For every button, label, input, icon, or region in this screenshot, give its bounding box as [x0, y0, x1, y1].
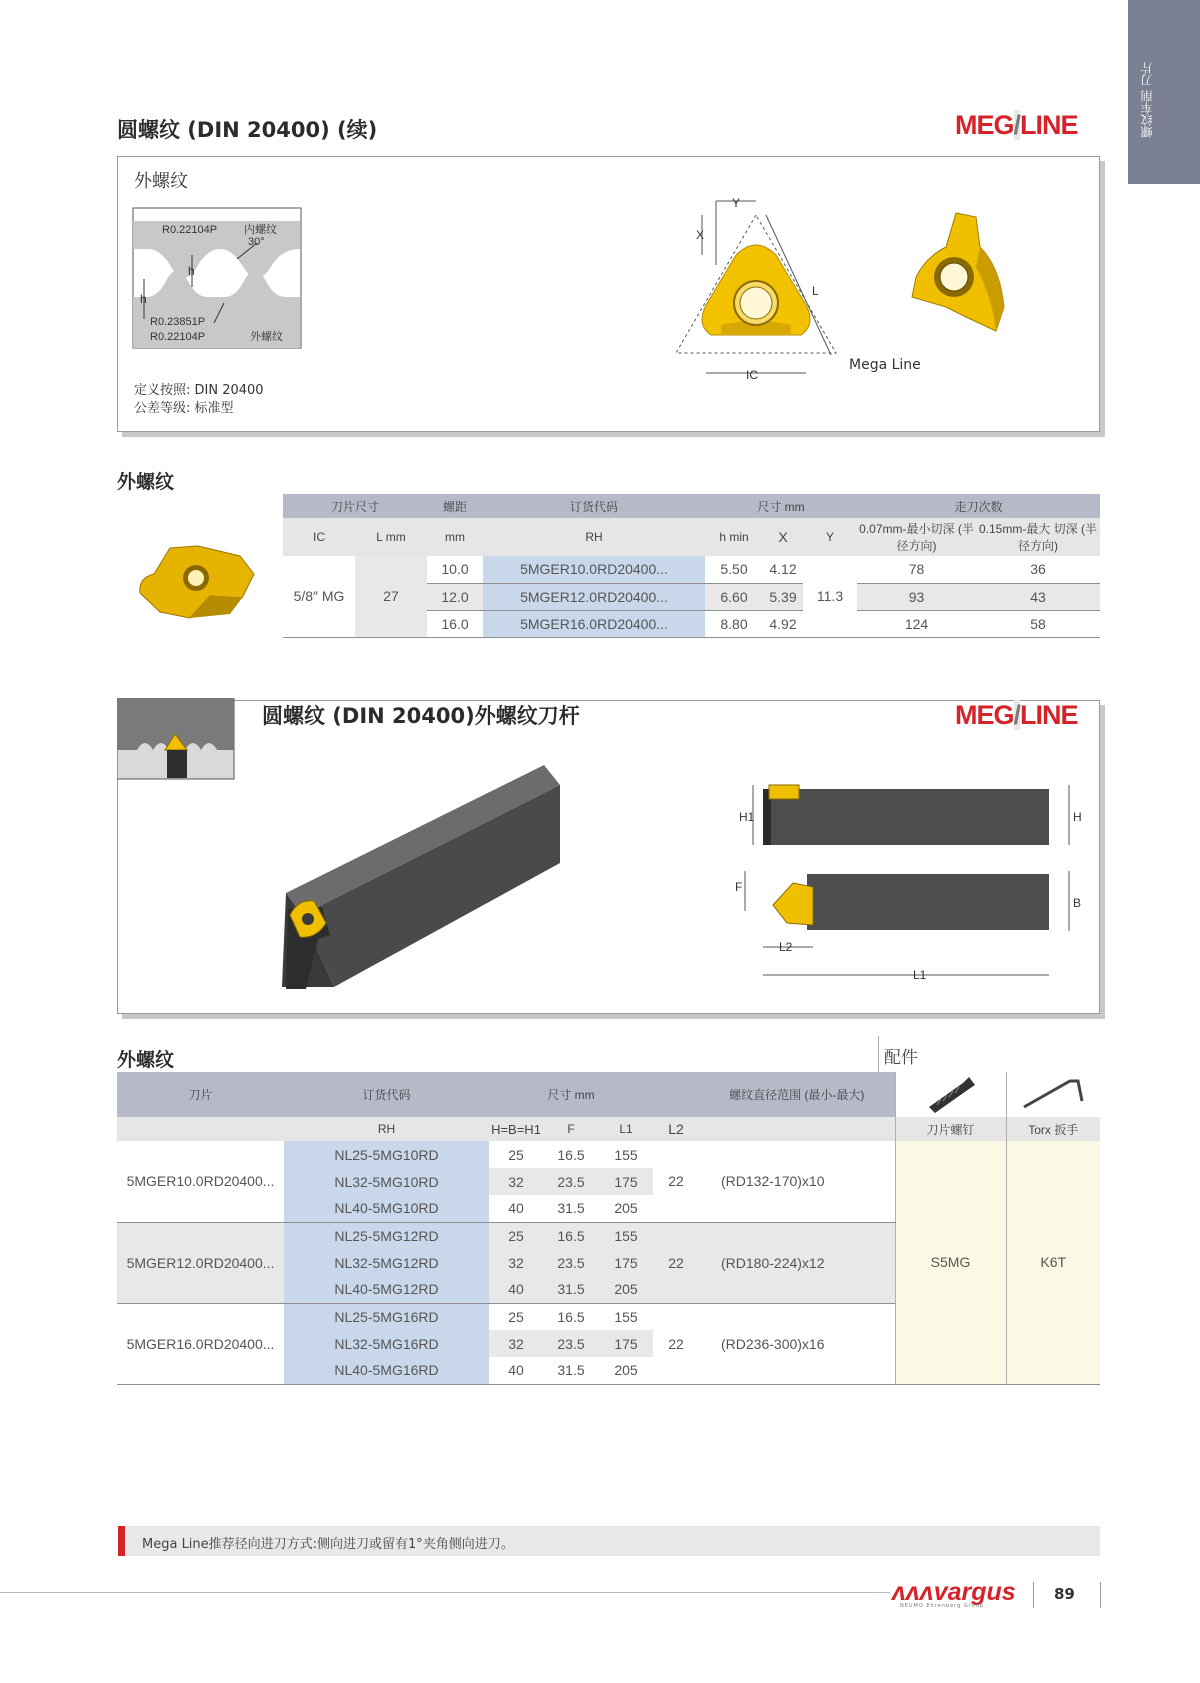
- cell-insert: 5MGER16.0RD20400...: [117, 1303, 284, 1384]
- cell-code[interactable]: NL32-5MG10RD: [284, 1168, 489, 1195]
- cell-f: 16.5: [557, 1146, 585, 1163]
- cell-hmin: 5.50: [720, 561, 748, 578]
- col-l1: L1: [599, 1117, 653, 1141]
- dim-y: Y: [732, 196, 741, 210]
- footer-separator: [1033, 1582, 1034, 1608]
- cell-f: 23.5: [557, 1173, 585, 1190]
- cell-code[interactable]: NL32-5MG16RD: [284, 1330, 489, 1357]
- col-insert-screw: 刀片螺钉: [895, 1117, 1006, 1141]
- accessories-heading: 配件: [884, 1048, 918, 1068]
- cell-l1: 175: [614, 1335, 638, 1352]
- cell-l1: 205: [614, 1362, 638, 1379]
- tolerance-line: 公差等级: 标准型: [134, 401, 234, 416]
- dim-f: F: [735, 880, 743, 894]
- col-dimensions: 尺寸 mm: [705, 494, 857, 518]
- col-hmin: h min: [705, 518, 763, 556]
- definition-line: 定义按照: DIN 20400: [134, 383, 264, 398]
- cell-range: (RD180-224)x12: [699, 1222, 895, 1303]
- cell-l1: 155: [614, 1146, 638, 1163]
- cell-insert: 5MGER12.0RD20400...: [117, 1222, 284, 1303]
- page-number: 89: [1054, 1585, 1075, 1603]
- cell-code[interactable]: NL32-5MG12RD: [284, 1249, 489, 1276]
- cell-h: 25: [508, 1227, 524, 1244]
- threading-thumbnail: [117, 698, 235, 780]
- cell-code[interactable]: NL25-5MG12RD: [284, 1222, 489, 1249]
- dim-h1: H1: [739, 810, 755, 824]
- cell-torx: K6T: [1006, 1141, 1100, 1384]
- insert-3d-image: [896, 207, 1016, 337]
- col-ic: IC: [283, 518, 355, 556]
- footer-separator-2: [1100, 1582, 1101, 1608]
- toolholder-table: [117, 1072, 1100, 1385]
- col-insert: 刀片: [117, 1072, 284, 1117]
- screw-icon: [895, 1072, 1006, 1117]
- dim-l: L: [812, 284, 819, 298]
- col-pitch: 螺距: [427, 494, 483, 518]
- cell-pass-min: 78: [908, 561, 925, 578]
- label-h-upper: h: [188, 264, 195, 278]
- panel-heading: 外螺纹: [134, 171, 188, 192]
- cell-range: (RD236-300)x16: [699, 1303, 895, 1384]
- cell-h: 25: [508, 1308, 524, 1325]
- col-order-code: 订货代码: [483, 494, 705, 518]
- cell-code[interactable]: NL25-5MG10RD: [284, 1141, 489, 1168]
- table2-heading: 外螺纹: [117, 1049, 175, 1071]
- chapter-tab-label: 螺纹车削 刀片: [1140, 62, 1154, 138]
- cell-ic: 5/8″ MG: [283, 556, 355, 637]
- cell-range: (RD132-170)x10: [699, 1141, 895, 1222]
- table1-heading: 外螺纹: [117, 471, 175, 493]
- torx-wrench-icon: [1006, 1072, 1100, 1117]
- cell-screw: S5MG: [895, 1141, 1006, 1384]
- cell-l1: 155: [614, 1227, 638, 1244]
- cell-h: 32: [508, 1173, 524, 1190]
- cell-pass-max: 36: [1030, 561, 1046, 578]
- insert-spec-table: [283, 494, 1100, 638]
- cell-h: 32: [508, 1254, 524, 1271]
- cell-f: 31.5: [557, 1362, 585, 1379]
- cell-f: 16.5: [557, 1227, 585, 1244]
- cell-code[interactable]: 5MGER10.0RD20400...: [483, 556, 705, 583]
- col-x: X: [763, 518, 803, 556]
- label-h-lower: h: [140, 292, 147, 306]
- cell-hmin: 8.80: [720, 615, 748, 632]
- cell-l2: 22: [653, 1141, 699, 1222]
- label-r2: R0.23851P: [150, 316, 206, 328]
- thread-profile-panel: [117, 156, 1100, 432]
- cell-pitch: 16.0: [441, 615, 469, 632]
- cell-l2: 22: [653, 1303, 699, 1384]
- col-order-code: 订货代码: [284, 1072, 489, 1117]
- cell-l: 27: [355, 556, 427, 637]
- note-marker: [118, 1526, 125, 1556]
- dim-l1: L1: [913, 968, 927, 982]
- vargus-logo: ʌʌʌvargus: [892, 1578, 1016, 1606]
- dim-b: B: [1073, 896, 1082, 910]
- cell-l1: 175: [614, 1254, 638, 1271]
- cell-h: 32: [508, 1335, 524, 1352]
- table-row: [283, 556, 1100, 583]
- toolholder-dimension-drawing: [733, 779, 1093, 989]
- cell-h: 40: [508, 1281, 524, 1298]
- cell-l1: 205: [614, 1281, 638, 1298]
- cell-h: 40: [508, 1200, 524, 1217]
- cell-pitch: 10.0: [441, 561, 469, 578]
- label-r1: R0.22104P: [162, 224, 218, 236]
- cell-insert: 5MGER10.0RD20400...: [117, 1141, 284, 1222]
- dim-ic: IC: [746, 368, 758, 382]
- chapter-tab[interactable]: [1128, 0, 1200, 184]
- col-y: Y: [803, 518, 857, 556]
- cell-f: 23.5: [557, 1335, 585, 1352]
- col-rh: RH: [483, 518, 705, 556]
- col-torx: Torx 扳手: [1006, 1117, 1100, 1141]
- vargus-tagline: NEUMO Ehrenberg Group: [900, 1603, 985, 1609]
- cell-code[interactable]: NL40-5MG16RD: [284, 1357, 489, 1384]
- note-text: Mega Line推荐径向进刀方式:侧向进刀或留有1°夹角侧向进刀。: [142, 1537, 514, 1552]
- label-outer: 外螺纹: [250, 331, 283, 343]
- cell-f: 16.5: [557, 1308, 585, 1325]
- label-angle: 30°: [248, 236, 265, 248]
- insert-photo: [130, 538, 260, 628]
- megaline-logo-2: MEG/LINE: [955, 700, 1078, 730]
- megaline-logo: MEG/LINE: [955, 110, 1078, 140]
- col-mm: mm: [427, 518, 483, 556]
- cell-code[interactable]: 5MGER12.0RD20400...: [483, 583, 705, 610]
- cell-pass-max: 43: [1030, 588, 1046, 605]
- section1-title: 圆螺纹 (DIN 20400) (续): [117, 118, 378, 142]
- cell-pass-max: 58: [1030, 615, 1046, 632]
- mega-line-caption: Mega Line: [849, 357, 921, 373]
- dim-l2: L2: [779, 940, 793, 954]
- cell-l1: 205: [614, 1200, 638, 1217]
- col-l: L mm: [355, 518, 427, 556]
- cell-l1: 175: [614, 1173, 638, 1190]
- cell-x: 4.92: [769, 615, 797, 632]
- cell-pitch: 12.0: [441, 588, 469, 605]
- col-hbh1: H=B=H1: [489, 1117, 543, 1141]
- col-min-depth: 0.07mm-最小切深 (半径方向): [857, 518, 976, 556]
- cell-y: 11.3: [803, 556, 857, 637]
- table-row: [117, 1141, 1100, 1168]
- toolholder-3d-image: [278, 759, 588, 995]
- cell-x: 4.12: [769, 561, 797, 578]
- insert-dimension-diagram: [666, 195, 846, 385]
- cell-l2: 22: [653, 1222, 699, 1303]
- cell-hmin: 6.60: [720, 588, 748, 605]
- col-f: F: [543, 1117, 599, 1141]
- col-max-depth: 0.15mm-最大 切深 (半径方向): [976, 518, 1100, 556]
- dim-x: X: [696, 228, 705, 242]
- footer-rule: [0, 1592, 890, 1593]
- col-passes: 走刀次数: [857, 494, 1100, 518]
- cell-code[interactable]: NL40-5MG10RD: [284, 1195, 489, 1222]
- cell-f: 31.5: [557, 1200, 585, 1217]
- thread-profile-diagram: [132, 207, 302, 349]
- cell-h: 40: [508, 1362, 524, 1379]
- cell-code[interactable]: 5MGER16.0RD20400...: [483, 610, 705, 637]
- cell-x: 5.39: [769, 588, 797, 605]
- label-r3: R0.22104P: [150, 331, 206, 343]
- dim-h: H: [1073, 810, 1082, 824]
- cell-code[interactable]: NL40-5MG12RD: [284, 1276, 489, 1303]
- cell-pass-min: 93: [908, 588, 925, 605]
- col-rh: RH: [284, 1117, 489, 1141]
- cell-f: 31.5: [557, 1281, 585, 1298]
- cell-code[interactable]: NL25-5MG16RD: [284, 1303, 489, 1330]
- col-thread-range: 螺纹直径范围 (最小-最大): [699, 1072, 895, 1117]
- cell-l1: 155: [614, 1308, 638, 1325]
- col-dimensions: 尺寸 mm: [489, 1072, 653, 1117]
- recommendation-note: [118, 1526, 1100, 1556]
- col-insert-size: 刀片尺寸: [283, 494, 427, 518]
- cell-h: 25: [508, 1146, 524, 1163]
- cell-f: 23.5: [557, 1254, 585, 1271]
- cell-pass-min: 124: [904, 615, 929, 632]
- section2-title: 圆螺纹 (DIN 20400)外螺纹刀杆: [262, 704, 580, 728]
- col-l2: L2: [653, 1117, 699, 1141]
- toolholder-panel: [117, 700, 1100, 1014]
- label-inner: 内螺纹: [244, 224, 277, 236]
